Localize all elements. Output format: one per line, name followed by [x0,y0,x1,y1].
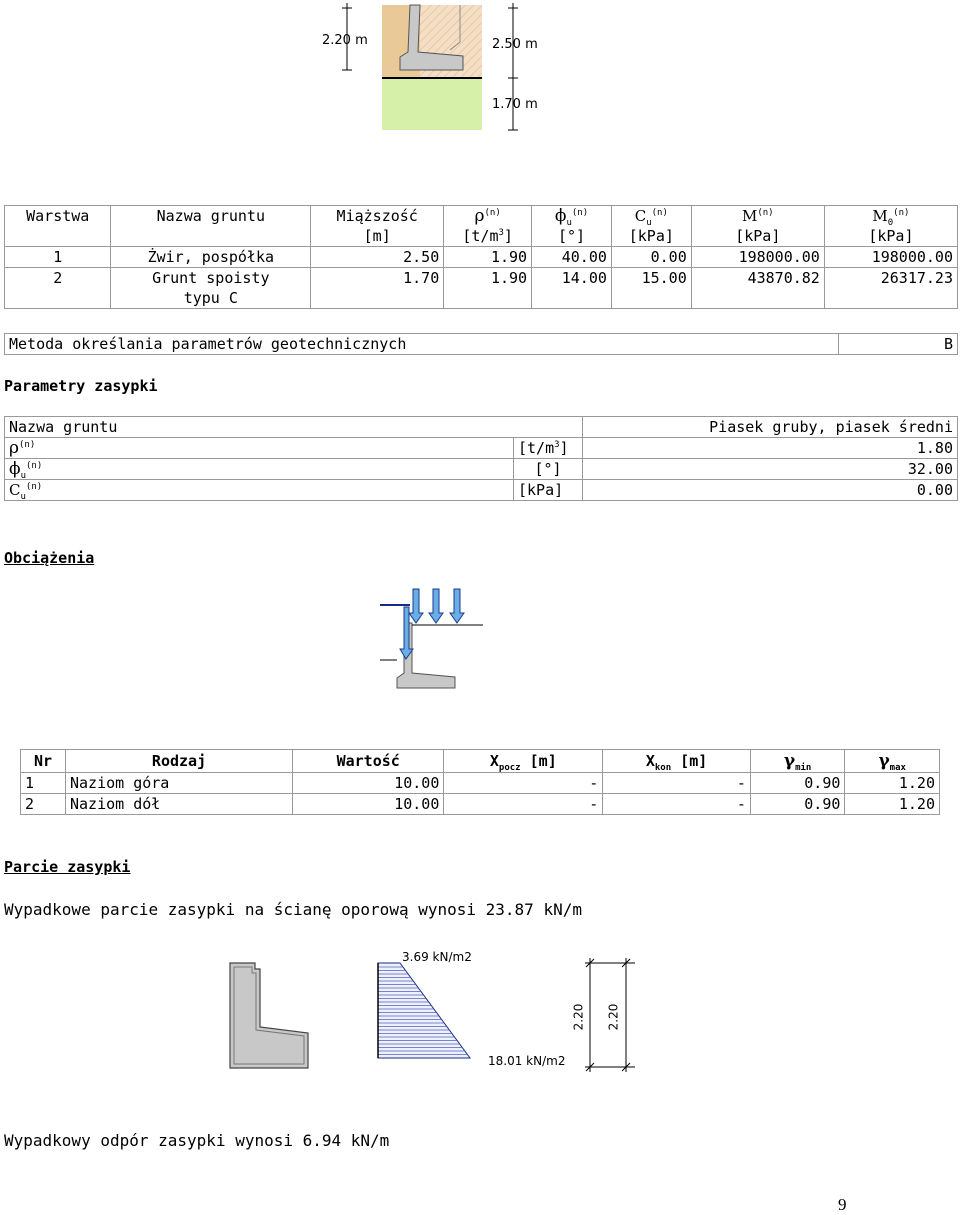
soil-row: 2 Grunt spoisty typu C 1.70 1.90 14.00 15.00 43870.82 26317.23 [5,268,958,309]
pressure-dim-2: 2.20 [606,1003,621,1031]
pressure-bottom-value: 18.01 kN/m2 [488,1054,566,1068]
col-phi: $\phi_u^{(n)}$ [532,206,612,227]
backfill-table [4,416,958,501]
wall-cross-section-figure [300,0,560,140]
soil-units-row [5,226,958,247]
col-warstwa: Warstwa [5,206,111,227]
method-label: Metoda określania parametrów geotechnicznych [5,334,839,355]
loads-row: 1 Naziom góra 10.00 - - 0.90 1.20 [21,773,940,794]
loads-table [20,749,940,815]
col-m: $M^{(n)}$ [691,206,824,227]
unit-miazszosc: [m] [311,226,444,247]
loads-diagram [375,585,490,695]
dim-left-label: 2.20 m [322,33,368,48]
method-value: B [839,334,958,355]
backfill-row: $\rho^{(n)}$ $[t/m^3]$ 1.80 [5,438,958,459]
col-rho: $\rho^{(n)}$ [444,206,532,227]
unit-rho: $[t/m^3]$ [444,226,532,247]
resistance-text: Wypadkowy odpór zasypki wynosi 6.94 kN/m [4,1131,390,1150]
backfill-row: $C_u^{(n)}$ [kPa] 0.00 [5,480,958,501]
dim-right-bottom-label: 1.70 m [492,97,538,112]
unit-phi: [°] [532,226,612,247]
dim-right-top-label: 2.50 m [492,37,538,52]
backfill-name-row [5,417,958,438]
backfill-name-value: Piasek gruby, piasek średni [583,417,958,438]
col-nazwa: Nazwa gruntu [111,206,311,227]
loads-header-row: Nr Rodzaj Wartość $X_{pocz}$ [m] $X_{kon}$ [m] $\gamma_{min}$ $\gamma_{max}$ [21,750,940,773]
loads-heading: Obciążenia [4,549,95,567]
col-cu: $C_u^{(n)}$ [611,206,691,227]
pressure-text: Wypadkowe parcie zasypki na ścianę oporową wynosi 23.87 kN/m [4,900,582,919]
backfill-row: $\phi_u^{(n)}$ [°] 32.00 [5,459,958,480]
pressure-diagram [370,958,480,1068]
soil-layers-table [4,205,958,309]
unit-m: [kPa] [691,226,824,247]
pressure-heading: Parcie zasypki [4,858,131,876]
pressure-wall-figure [220,955,320,1075]
backfill-name-label: Nazwa gruntu [5,417,583,438]
method-table [4,333,958,355]
soil-header-row [5,206,958,227]
loads-row: 2 Naziom dół 10.00 - - 0.90 1.20 [21,794,940,815]
pressure-top-value: 3.69 kN/m2 [402,950,472,964]
page-number: 9 [838,1195,847,1214]
soil-row: 1 Żwir, pospółka 2.50 1.90 40.00 0.00 198000.00 198000.00 [5,247,958,268]
unit-m0: [kPa] [824,226,957,247]
backfill-heading: Parametry zasypki [4,377,158,395]
pressure-dim-1: 2.20 [571,1003,586,1031]
unit-cu: [kPa] [611,226,691,247]
col-miazszosc: Miąższość [311,206,444,227]
col-m0: $M_0^{(n)}$ [824,206,957,227]
